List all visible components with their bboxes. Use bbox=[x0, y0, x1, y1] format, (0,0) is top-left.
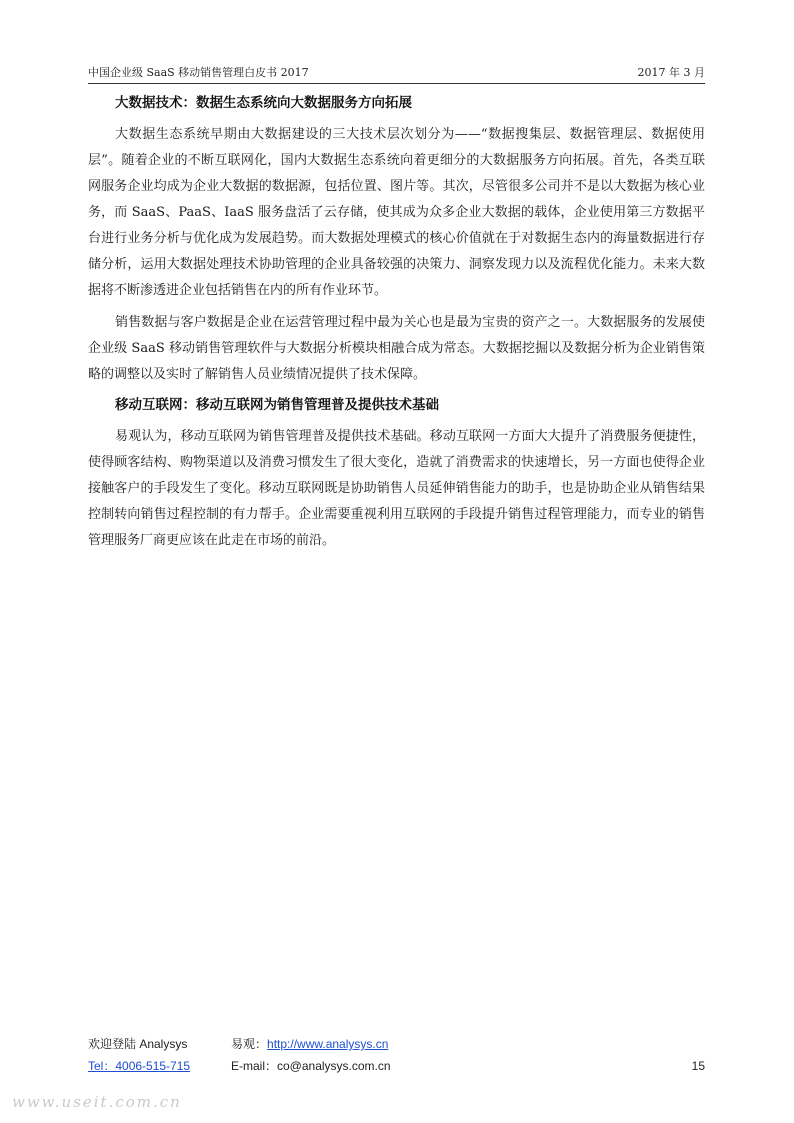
paragraph: 大数据生态系统早期由大数据建设的三大技术层次划分为——“数据搜集层、数据管理层、数据使用层”。随着企业的不断互联网化，国内大数据生态系统向着更细分的大数据服务方向拓展。首先，各类互联网服务企业均成为企业大数据的数据源，包括位置、图片等。其次，尽管很多公司并不是以大数据为核心业务，而 SaaS、PaaS、IaaS 服务盘活了云存储，使其成为众多企业大数据的载体，企业使用第三方数据平台进行业务分析与优化成为发展趋势。而大数据处理模式的核心价值就在于对数据生态内的海量数据进行存储分析，运用大数据处理技术协助管理的企业具备较强的决策力、洞察发现力以及流程优化能力。未来大数据将不断渗透进企业包括销售在内的所有作业环节。 bbox=[88, 127, 705, 298]
section-heading-mobile-internet: 移动互联网：移动互联网为销售管理普及提供技术基础 bbox=[115, 397, 439, 413]
page-header bbox=[88, 66, 705, 80]
footer-site-link[interactable]: http://www.analysys.cn bbox=[267, 1037, 389, 1051]
page-footer bbox=[88, 1033, 705, 1077]
document-date: 2017 年 3 月 bbox=[637, 66, 705, 79]
section-heading-big-data: 大数据技术：数据生态系统向大数据服务方向拓展 bbox=[115, 95, 412, 111]
paragraph: 销售数据与客户数据是企业在运营管理过程中最为关心也是最为宝贵的资产之一。大数据服务的发展使企业级 SaaS 移动销售管理软件与大数据分析模块相融合成为常态。大数据挖掘以及数据分析为企业销售策略的调整以及实时了解销售人员业绩情况提供了技术保障。 bbox=[88, 315, 705, 382]
footer-tel-link[interactable]: Tel：4006-515-715 bbox=[88, 1059, 191, 1073]
main-content bbox=[88, 92, 705, 560]
footer-email: E-mail：co@analysys.com.cn bbox=[231, 1059, 391, 1073]
document-title: 中国企业级 SaaS 移动销售管理白皮书 2017 bbox=[88, 66, 309, 79]
paragraph: 易观认为，移动互联网为销售管理普及提供技术基础。移动互联网一方面大大提升了消费服务便捷性，使得顾客结构、购物渠道以及消费习惯发生了很大变化，造就了消费需求的快速增长，另一方面也使得企业接触客户的手段发生了变化。移动互联网既是协助销售人员延伸销售能力的助手，也是协助企业从销售结果控制转向销售过程控制的有力帮手。企业需要重视利用互联网的手段提升销售过程管理能力，而专业的销售管理服务厂商更应该在此走在市场的前沿。 bbox=[88, 429, 705, 548]
header-divider bbox=[88, 83, 705, 84]
footer-site bbox=[231, 1033, 388, 1055]
footer-welcome: 欢迎登陆 Analysys bbox=[88, 1037, 188, 1051]
watermark: www.useit.com.cn bbox=[12, 1093, 182, 1111]
page-number: 15 bbox=[691, 1059, 705, 1073]
footer-site-label: 易观： bbox=[231, 1037, 268, 1051]
